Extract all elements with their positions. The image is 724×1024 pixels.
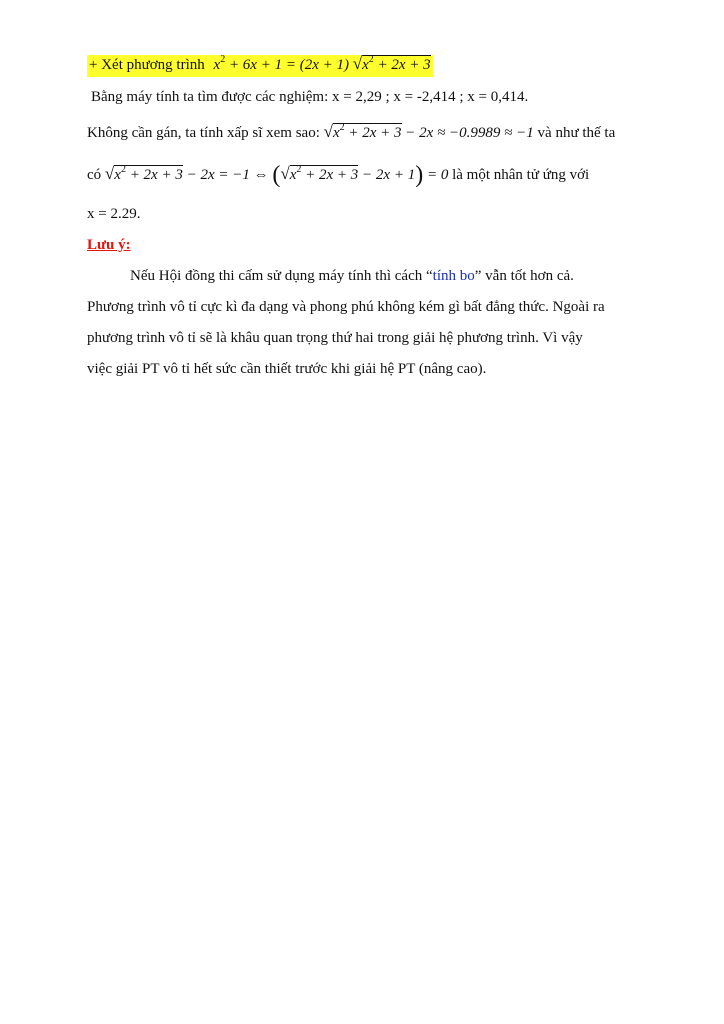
rad-rest: + 2x + 3 xyxy=(129,167,183,183)
approx-math: − 2x ≈ −0.9989 ≈ −1 xyxy=(401,125,534,141)
sqrt-expression xyxy=(324,118,402,143)
close-paren: ) xyxy=(415,162,424,188)
para-l1-pre: Nếu Hội đồng thi cấm sử dụng máy tính thì cách “ xyxy=(130,268,433,284)
lhs-var: x xyxy=(213,57,221,73)
sqrt-expression-2 xyxy=(280,160,358,185)
open-paren: ( xyxy=(272,162,281,188)
factor-mid-math: − 2x = −1 ⇔ xyxy=(182,167,273,183)
rad-rest: + 2x + 3 xyxy=(348,125,402,141)
factor-line xyxy=(87,160,590,188)
sqrt-expression xyxy=(105,160,183,185)
radical-icon: √ xyxy=(280,164,290,183)
radical-icon: √ xyxy=(352,54,363,73)
roots-line: Bằng máy tính ta tìm được các nghiệm: x = 2,29 ; x = -2,414 ; x = 0,414. xyxy=(91,89,529,105)
equation-prefix: + Xét phương trình xyxy=(89,57,205,73)
paragraph-line-1 xyxy=(130,266,574,286)
rad-exp: 2 xyxy=(368,54,374,65)
factor-suffix: là một nhân tử ứng với xyxy=(452,167,590,183)
radical-icon: √ xyxy=(323,122,333,141)
lhs-exp: 2 xyxy=(220,54,226,65)
factor-prefix: có xyxy=(87,167,102,183)
highlighted-equation xyxy=(87,55,433,77)
paragraph-line-2: Phương trình vô tỉ cực kì đa dạng và phong phú không kém gì bất đẳng thức. Ngoài ra xyxy=(87,299,605,315)
rad-var: x xyxy=(332,125,340,141)
note-title xyxy=(87,235,131,255)
radical-icon: √ xyxy=(104,164,115,183)
paragraph-line-3: phương trình vô tỉ sẽ là khâu quan trọng thứ hai trong giải hệ phương trình. Vì vậy xyxy=(87,330,583,346)
rad2-rest: + 2x + 3 xyxy=(305,167,359,183)
sqrt-expression xyxy=(353,50,431,75)
rad2-exp: 2 xyxy=(296,164,302,175)
rad-var: x xyxy=(362,57,369,73)
rad-var: x xyxy=(114,167,121,183)
rad-exp: 2 xyxy=(339,122,345,133)
eq-zero: = 0 xyxy=(423,167,449,183)
equation-line xyxy=(87,50,433,75)
rhs-paren: (2x + 1) xyxy=(299,57,349,73)
approx-suffix: và như thế ta xyxy=(537,125,616,141)
note-title-text: Lưu ý: xyxy=(87,237,131,253)
rad-rest: + 2x + 3 xyxy=(377,57,431,73)
rad-exp: 2 xyxy=(120,164,126,175)
lhs-rest: + 6x + 1 = xyxy=(228,57,300,73)
para-l1-blue: tính bo xyxy=(432,268,475,284)
approx-line xyxy=(87,118,615,143)
factor-tail-math: − 2x + 1 xyxy=(358,167,416,183)
root-value-line: x = 2.29. xyxy=(87,206,141,222)
rad2-var: x xyxy=(289,167,297,183)
approx-prefix: Không cần gán, ta tính xấp sĩ xem sao: xyxy=(87,125,320,141)
paragraph-line-4: việc giải PT vô tỉ hết sức cần thiết trước khi giải hệ PT (nâng cao). xyxy=(87,361,487,377)
para-l1-post: ” vẫn tốt hơn cả. xyxy=(474,268,574,284)
